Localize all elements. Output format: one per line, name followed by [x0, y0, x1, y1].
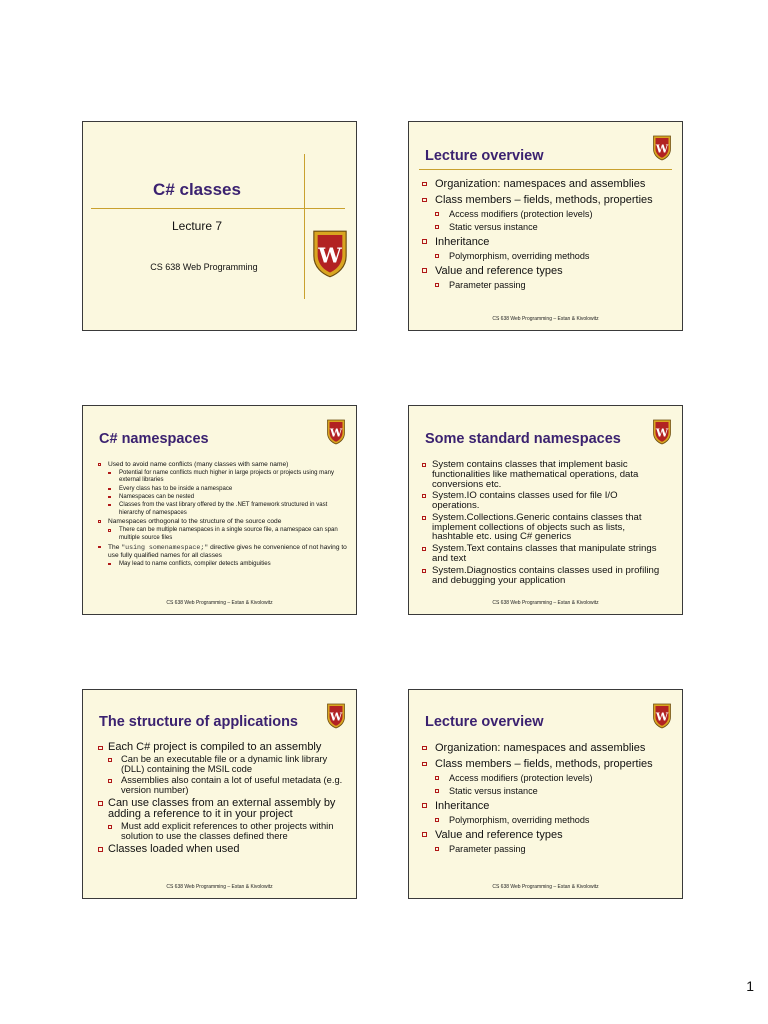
bullet-text: Parameter passing: [449, 843, 526, 854]
sub-bullet-item: [98, 502, 348, 517]
bullet-text: [108, 544, 347, 559]
slide-footer: CS 638 Web Programming – Estan & Kivolowitz: [166, 600, 273, 606]
bullet-text: Can be an executable file or a dynamic link library (DLL) containing the MSIL code: [121, 753, 328, 774]
bullet-item: [98, 544, 348, 560]
bullet-text: Access modifiers (protection levels): [449, 773, 593, 784]
square-bullet-icon: [422, 494, 426, 498]
bullet-text: There can be multiple namespaces in a single source file, a namespace can span multiple source files: [119, 527, 338, 541]
slide-title: C# namespaces: [99, 431, 209, 447]
slide-footer: CS 638 Web Programming – Estan & Kivolowitz: [492, 600, 599, 606]
bullet-text: System.Text contains classes that manipulate strings and text: [432, 543, 657, 565]
bullet-item: [422, 265, 677, 278]
square-bullet-icon: [422, 762, 427, 767]
bullet-item: [422, 742, 677, 755]
square-bullet-icon: [108, 563, 111, 566]
uw-crest-icon: [326, 418, 346, 445]
bullet-text: Polymorphism, overriding methods: [449, 814, 590, 825]
svg-text:W: W: [318, 242, 342, 268]
square-bullet-icon: [422, 569, 426, 573]
inline-code: "using somenamespace;": [121, 543, 209, 551]
bullet-text: System.Diagnostics contains classes used in profiling and debugging your application: [432, 564, 660, 586]
sub-bullet-item: [98, 755, 348, 775]
square-bullet-icon: [435, 283, 439, 287]
bullet-item: [422, 460, 662, 489]
square-bullet-icon: [108, 758, 112, 762]
square-bullet-icon: [98, 847, 103, 852]
bullet-text: May lead to name conflicts, compiler detects ambiguities: [119, 560, 271, 567]
sub-bullet-item: [422, 844, 677, 855]
bullet-item: [422, 491, 662, 511]
square-bullet-icon: [98, 463, 101, 466]
bullet-item: [98, 742, 348, 754]
bullet-text: System contains classes that implement basic functionalities like mathematical operations, data conversions etc.: [432, 459, 639, 490]
sub-bullet-item: [98, 527, 348, 542]
course-name: CS 638 Web Programming: [150, 262, 258, 272]
svg-text:W: W: [655, 426, 669, 440]
lecture-number: Lecture 7: [171, 219, 223, 233]
sub-bullet-item: [422, 251, 677, 262]
bullet-text: Inheritance: [435, 799, 490, 812]
svg-text:W: W: [329, 426, 343, 440]
uw-crest-icon: [652, 418, 672, 445]
uw-crest-icon: [326, 702, 346, 729]
sub-bullet-item: [98, 561, 348, 569]
square-bullet-icon: [422, 182, 427, 187]
square-bullet-icon: [98, 520, 101, 523]
square-bullet-icon: [98, 746, 103, 751]
bullet-item: [98, 844, 348, 856]
slide-3: [82, 405, 357, 615]
square-bullet-icon: [435, 818, 439, 822]
slide-footer: CS 638 Web Programming – Estan & Kivolowitz: [166, 884, 273, 890]
bullet-item: [422, 758, 677, 771]
bullet-list: [422, 460, 662, 585]
svg-text:W: W: [655, 710, 669, 724]
square-bullet-icon: [108, 529, 111, 532]
square-bullet-icon: [108, 496, 111, 499]
square-bullet-icon: [435, 225, 439, 229]
bullet-text-pre: The: [108, 543, 122, 551]
bullet-item: [422, 829, 677, 842]
sub-bullet-item: [422, 773, 677, 784]
square-bullet-icon: [422, 547, 426, 551]
bullet-text: Classes loaded when used: [108, 842, 240, 855]
page-number: 1: [746, 978, 754, 994]
bullet-text: Potential for name conflicts much higher in large projects or projects using many external libraries: [119, 469, 334, 484]
slide-title: Lecture overview: [425, 714, 544, 730]
bullet-item: [98, 518, 348, 526]
sub-bullet-item: [422, 209, 677, 220]
square-bullet-icon: [435, 776, 439, 780]
bullet-text: Class members – fields, methods, properties: [435, 194, 653, 207]
bullet-text: Value and reference types: [435, 828, 563, 841]
bullet-text: Organization: namespaces and assemblies: [435, 178, 646, 190]
title-horizontal-rule: [91, 208, 345, 209]
square-bullet-icon: [422, 198, 427, 203]
bullet-text: Static versus instance: [449, 785, 538, 796]
sub-bullet-item: [422, 815, 677, 826]
square-bullet-icon: [98, 801, 103, 806]
square-bullet-icon: [422, 832, 427, 837]
bullet-text: System.Collections.Generic contains classes that implement collections of objects such as lists, hashtable etc. using C# generics: [432, 511, 642, 543]
bullet-text: Assemblies also contain a lot of useful metadata (e.g. version number): [121, 774, 343, 795]
bullet-item: [98, 461, 348, 469]
sub-bullet-item: [98, 494, 348, 502]
slide-footer: CS 638 Web Programming – Estan & Kivolowitz: [492, 884, 599, 890]
square-bullet-icon: [435, 254, 439, 258]
sub-bullet-item: [422, 786, 677, 797]
bullet-item: [422, 194, 677, 207]
uw-crest-icon: [652, 134, 672, 161]
slide-footer: CS 638 Web Programming – Estan & Kivolowitz: [492, 316, 599, 322]
title-rule: [419, 169, 672, 170]
square-bullet-icon: [422, 268, 427, 273]
bullet-list: [422, 742, 677, 855]
sub-bullet-item: [422, 280, 677, 291]
square-bullet-icon: [108, 488, 111, 491]
square-bullet-icon: [422, 803, 427, 808]
bullet-item: [422, 513, 662, 542]
sub-bullet-item: [422, 222, 677, 233]
bullet-text: Namespaces orthogonal to the structure of the source code: [108, 518, 282, 526]
bullet-text: Polymorphism, overriding methods: [449, 250, 590, 261]
bullet-list: [422, 178, 677, 291]
square-bullet-icon: [435, 847, 439, 851]
bullet-text: Each C# project is compiled to an assembly: [108, 741, 322, 753]
square-bullet-icon: [422, 516, 426, 520]
bullet-text: Static versus instance: [449, 221, 538, 232]
sub-bullet-item: [98, 470, 348, 485]
slide-6: [408, 689, 683, 899]
slide-title: C# classes: [153, 180, 241, 199]
bullet-text: Access modifiers (protection levels): [449, 209, 593, 220]
slide-title: Some standard namespaces: [425, 431, 621, 447]
uw-crest-icon: [652, 702, 672, 729]
bullet-text: Value and reference types: [435, 264, 563, 277]
sub-bullet-item: [98, 776, 348, 796]
square-bullet-icon: [435, 212, 439, 216]
bullet-item: [422, 236, 677, 249]
square-bullet-icon: [108, 779, 112, 783]
square-bullet-icon: [108, 504, 111, 507]
slide-title: The structure of applications: [99, 714, 298, 730]
square-bullet-icon: [422, 746, 427, 751]
bullet-text: Organization: namespaces and assemblies: [435, 742, 646, 754]
square-bullet-icon: [422, 239, 427, 244]
bullet-list: [98, 742, 348, 856]
bullet-item: [422, 800, 677, 813]
slide-4: [408, 405, 683, 615]
square-bullet-icon: [98, 546, 101, 549]
bullet-text: Namespaces can be nested: [119, 493, 195, 500]
sub-bullet-item: [98, 822, 348, 842]
svg-text:W: W: [655, 142, 669, 156]
bullet-text: Inheritance: [435, 235, 490, 248]
square-bullet-icon: [108, 825, 112, 829]
slide-title: Lecture overview: [425, 148, 544, 164]
bullet-item: [422, 566, 662, 586]
bullet-text-post: directive gives he convenience of not having to use fully qualified names for all classes: [108, 543, 347, 559]
square-bullet-icon: [108, 472, 111, 475]
square-bullet-icon: [422, 463, 426, 467]
bullet-list: [98, 461, 348, 568]
svg-text:W: W: [329, 710, 343, 724]
bullet-text: Used to avoid name conflicts (many classes with same name): [108, 461, 289, 468]
slide-1: [82, 121, 357, 331]
bullet-text: Can use classes from an external assembly by adding a reference to it in your project: [108, 796, 336, 821]
bullet-text: Parameter passing: [449, 279, 526, 290]
uw-crest-icon: [311, 227, 349, 279]
bullet-item: [422, 178, 677, 191]
bullet-item: [422, 544, 662, 564]
bullet-text: Class members – fields, methods, properties: [435, 758, 653, 771]
bullet-text: Classes from the vast library offered by the .NET framework structured in vast hierarchy of namespaces: [119, 501, 328, 516]
bullet-text: System.IO contains classes used for file I/O operations.: [432, 490, 618, 512]
sub-bullet-item: [98, 486, 348, 494]
square-bullet-icon: [435, 789, 439, 793]
slide-2: [408, 121, 683, 331]
slide-5: [82, 689, 357, 899]
bullet-item: [98, 798, 348, 821]
bullet-text: Must add explicit references to other projects within solution to use the classes defined there: [121, 821, 334, 841]
bullet-text: Every class has to be inside a namespace: [119, 485, 233, 492]
